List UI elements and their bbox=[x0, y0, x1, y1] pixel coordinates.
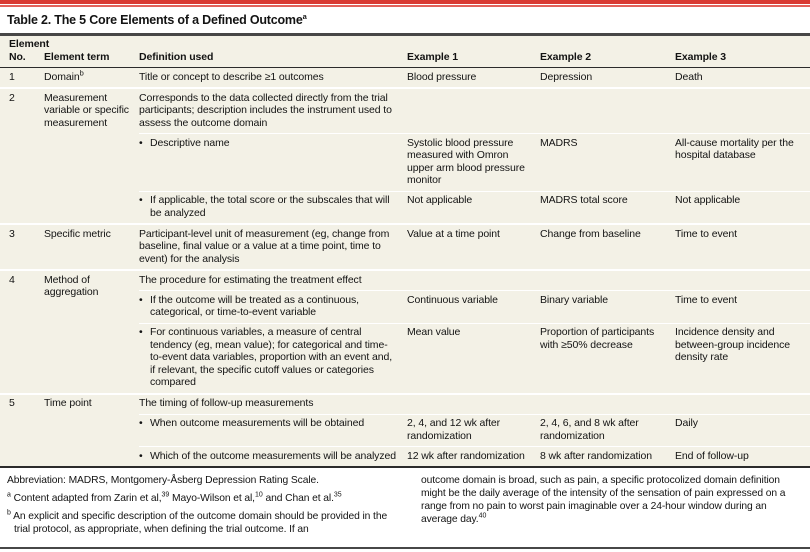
table-title-text: Table 2. The 5 Core Elements of a Defined Outcome bbox=[7, 13, 303, 27]
cell-example-3: All-cause mortality per the hospital database bbox=[675, 136, 794, 161]
cell-example-2 bbox=[540, 271, 675, 290]
cell-example-1: 2, 4, and 12 wk after randomization bbox=[407, 417, 501, 442]
row-content bbox=[139, 271, 810, 393]
footnotes-left-column bbox=[7, 474, 399, 541]
cell-example-2: Proportion of participants with ≥50% decrease bbox=[540, 326, 655, 351]
table-subrow bbox=[139, 323, 810, 393]
cell-example-2: Depression bbox=[540, 70, 593, 83]
cell-example-1: Blood pressure bbox=[407, 70, 477, 83]
cell-definition: The procedure for estimating the treatment effect bbox=[139, 273, 362, 286]
table-title-footnote-marker: a bbox=[302, 11, 307, 21]
table-subrow bbox=[139, 271, 810, 290]
cell-example-3: Time to event bbox=[675, 293, 737, 306]
table-subrow bbox=[139, 89, 810, 133]
bullet-icon: • bbox=[139, 293, 143, 306]
table-subrow bbox=[139, 290, 810, 323]
cell-element-term: Method of aggregation bbox=[44, 273, 99, 298]
bullet-icon: • bbox=[139, 417, 143, 429]
footnote-abbreviation: Abbreviation: MADRS, Montgomery-Åsberg Depression Rating Scale. bbox=[7, 474, 319, 486]
table-title bbox=[0, 7, 810, 33]
cell-element-term: Specific metric bbox=[44, 227, 111, 240]
cell-example-3: Time to event bbox=[675, 227, 737, 240]
footnote-b: $^b$ An explicit and specific description of the outcome domain should be provided in the trial protocol, as appropriate, when defining the trial outcome. If an bbox=[7, 509, 388, 535]
column-header-example-3: Example 3 bbox=[675, 50, 727, 63]
cell-element-term: Time point bbox=[44, 397, 92, 409]
footnotes-right-column bbox=[421, 474, 802, 541]
table-subrow bbox=[139, 225, 810, 269]
bullet-icon: • bbox=[139, 136, 143, 149]
table bbox=[0, 36, 810, 467]
cell-element-term: Domain$^b$ bbox=[44, 68, 84, 83]
cell-example-1: 12 wk after randomization bbox=[407, 449, 525, 462]
row-content bbox=[139, 225, 810, 269]
table-subrow bbox=[139, 395, 810, 414]
reference-39: 39 bbox=[161, 491, 170, 499]
cell-definition: • If applicable, the total score or the subscales that will be analyzed bbox=[139, 194, 390, 219]
cell-definition: • Which of the outcome measurements will be analyzed bbox=[139, 449, 396, 462]
cell-example-1 bbox=[407, 271, 540, 290]
cell-example-2: 8 wk after randomization bbox=[540, 449, 652, 462]
cell-example-1: Value at a time point bbox=[407, 227, 500, 240]
cell-example-1: Not applicable bbox=[407, 194, 473, 206]
table-subrow bbox=[139, 133, 810, 191]
table-row-measurement-variable bbox=[0, 89, 810, 225]
cell-example-1 bbox=[407, 89, 540, 133]
cell-example-3: Daily bbox=[675, 417, 698, 429]
bullet-icon: • bbox=[139, 194, 143, 206]
cell-example-3: Not applicable bbox=[675, 194, 741, 206]
cell-definition: • If the outcome will be treated as a continuous, categorical, or time-to-event variable bbox=[139, 293, 359, 318]
cell-element-no: 4 bbox=[9, 273, 15, 286]
footnote-marker-b: b bbox=[79, 68, 84, 77]
cell-definition: Title or concept to describe ≥1 outcomes bbox=[139, 70, 324, 83]
cell-example-3 bbox=[675, 89, 810, 133]
cell-example-1: Mean value bbox=[407, 326, 461, 338]
cell-definition: Corresponds to the data collected directly from the trial participants; description includes the instrument used to assess the outcome domain bbox=[139, 91, 392, 129]
cell-example-2 bbox=[540, 89, 675, 133]
cell-element-no: 3 bbox=[9, 227, 15, 240]
cell-element-no: 5 bbox=[9, 397, 15, 409]
column-header-element-term: Element term bbox=[44, 50, 110, 63]
reference-40: 40 bbox=[478, 512, 487, 520]
cell-example-3: Incidence density and between-group incidence density rate bbox=[675, 326, 791, 363]
cell-example-1: Continuous variable bbox=[407, 293, 498, 306]
bullet-icon: • bbox=[139, 449, 143, 462]
cell-example-2: 2, 4, 6, and 8 wk after randomization bbox=[540, 417, 639, 442]
column-header-definition: Definition used bbox=[139, 50, 214, 63]
cell-definition: • When outcome measurements will be obtained bbox=[139, 417, 365, 429]
table-row-method-of-aggregation bbox=[0, 271, 810, 395]
footnote-a: $^a$ Content adapted from Zarin et al,$^{39}$ Mayo-Wilson et al,$^{10}$ and Chan et al.$^{35}$ bbox=[7, 491, 342, 504]
cell-element-no: 2 bbox=[9, 91, 15, 104]
cell-example-1: Systolic blood pressure measured with Omron upper arm blood pressure monitor bbox=[407, 136, 525, 186]
table-row-specific-metric bbox=[0, 225, 810, 271]
cell-example-2 bbox=[540, 395, 675, 414]
cell-example-3 bbox=[675, 271, 810, 290]
table-subrow bbox=[139, 446, 810, 466]
cell-example-3: End of follow-up bbox=[675, 449, 749, 462]
cell-definition: Participant-level unit of measurement (eg, change from baseline, final value or a value at a time point, time to event) for the analysis bbox=[139, 227, 390, 265]
table-subrow bbox=[139, 191, 810, 224]
cell-example-2: MADRS total score bbox=[540, 194, 628, 206]
cell-example-3 bbox=[675, 395, 810, 414]
column-header-example-2: Example 2 bbox=[540, 50, 592, 63]
cell-example-2: Binary variable bbox=[540, 293, 608, 306]
table-row-time-point bbox=[0, 395, 810, 467]
column-header-example-1: Example 1 bbox=[407, 50, 459, 63]
cell-example-1 bbox=[407, 395, 540, 414]
cell-example-2: MADRS bbox=[540, 136, 578, 149]
reference-35: 35 bbox=[333, 491, 342, 499]
cell-definition: The timing of follow-up measurements bbox=[139, 397, 314, 409]
top-red-rule bbox=[0, 0, 810, 4]
reference-10: 10 bbox=[254, 491, 263, 499]
cell-definition: • Descriptive name bbox=[139, 136, 230, 149]
cell-element-term: Measurement variable or specific measurement bbox=[44, 91, 129, 129]
page-bottom-rule bbox=[0, 547, 810, 550]
table-row-domain bbox=[0, 68, 810, 89]
footnote-b-marker: b bbox=[7, 509, 11, 517]
column-header-element-no: Element No. bbox=[9, 38, 50, 63]
footnote-a-marker: a bbox=[7, 491, 11, 499]
cell-element-no: 1 bbox=[9, 70, 15, 83]
cell-example-2: Change from baseline bbox=[540, 227, 641, 240]
row-content bbox=[139, 89, 810, 223]
cell-definition: • For continuous variables, a measure of central tendency (eg, mean value); for categorical and time-to-event data variables, proportion with an event and, if relevant, the specific cutoff values or categories compared bbox=[139, 326, 393, 388]
table-subrow bbox=[139, 414, 810, 447]
cell-example-3: Death bbox=[675, 70, 703, 83]
table-subrow bbox=[139, 68, 810, 87]
row-content bbox=[139, 395, 810, 467]
table-header-row bbox=[0, 36, 810, 69]
footnotes bbox=[0, 468, 810, 541]
bullet-icon: • bbox=[139, 326, 143, 338]
row-content bbox=[139, 68, 810, 87]
footnote-b-continued: outcome domain is broad, such as pain, a specific protocolized domain definition might be the daily average of the intensity of the sensation of pain expressed on a range from no pain to worst pain imaginable over a 24-hour window during an average day.$^{40}$ bbox=[421, 474, 786, 525]
